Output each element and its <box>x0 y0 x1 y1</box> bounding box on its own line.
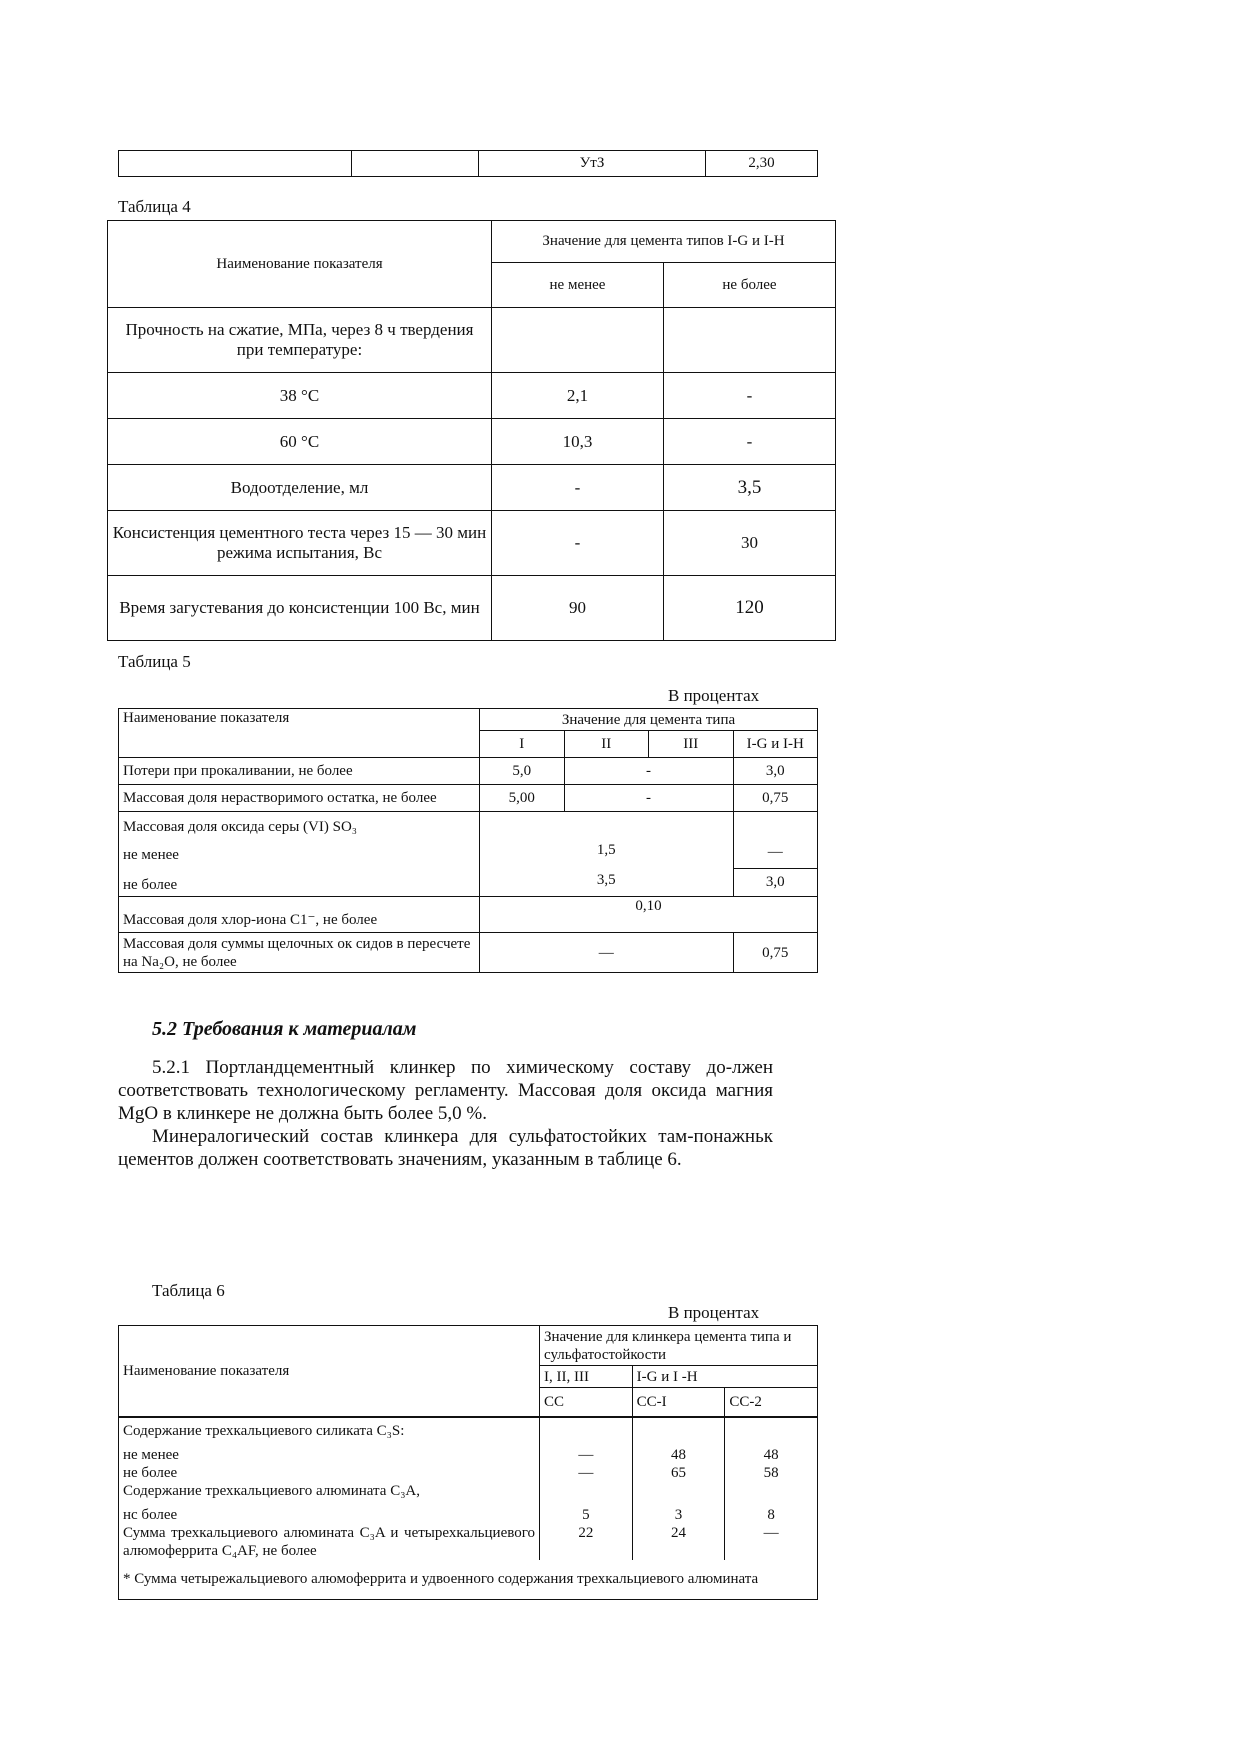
row-name: Водоотделение, мл <box>108 465 492 511</box>
cell: 0,10 <box>480 897 818 933</box>
cell: 5,0 <box>480 758 565 785</box>
group-header: I, II, III <box>540 1366 633 1388</box>
row-name: Содержание трехкальциевого алюмината C₃A, <box>123 1482 421 1499</box>
row-max <box>664 308 836 373</box>
table-row <box>119 758 818 785</box>
cell: 48 <box>763 1446 779 1463</box>
row-min: 10,3 <box>492 419 664 465</box>
type-header: II <box>564 731 649 758</box>
row-name: Время загустевания до консистенции 100 Вс, мин <box>108 576 492 641</box>
cell: 65 <box>670 1464 686 1481</box>
cell: 3,0 <box>733 758 818 785</box>
cell: 24 <box>670 1524 686 1541</box>
row-sublabel: не более <box>123 877 178 893</box>
row-sublabel: нс более <box>123 1506 178 1523</box>
row-max: 30 <box>664 511 836 576</box>
row-name: Содержание трехкальциевого силиката C₃S: <box>123 1422 405 1439</box>
type-header: I <box>480 731 565 758</box>
section-body <box>118 1056 773 1171</box>
table5 <box>118 708 818 973</box>
header-name: Наименование показателя <box>119 709 480 758</box>
paragraph: Минералогический состав клинкера для сульфатостойких там-понажньк цементов должен соответствовать значениям, указанным в таблице 6. <box>118 1126 773 1170</box>
cell: 3,0 <box>733 868 818 896</box>
row-min: - <box>492 465 664 511</box>
table-row <box>119 812 818 869</box>
table-row <box>108 308 836 373</box>
row-min: 90 <box>492 576 664 641</box>
table5-units: В процентах <box>668 686 760 705</box>
table-cell <box>352 151 479 177</box>
cell: 3,5 <box>596 872 616 888</box>
cell: 48 <box>670 1446 686 1463</box>
table-row <box>119 933 818 973</box>
type-header: I-G и I-H <box>733 731 818 758</box>
table-row <box>108 373 836 419</box>
row-max: 120 <box>664 576 836 641</box>
cell: 1,5 <box>596 842 616 858</box>
table-row <box>108 465 836 511</box>
table-cell: УтЗ <box>479 151 706 177</box>
header-max: не более <box>664 263 836 308</box>
table5-caption: Таблица 5 <box>118 652 191 671</box>
paragraph: 5.2.1 Портландцементный клинкер по химическому составу до-лжен соответствовать технологическому регламенту. Массовая доля оксида магния MgO в клинкере не должна быть более 5,0 %. <box>118 1057 773 1124</box>
table-row <box>119 151 818 177</box>
table-row <box>119 897 818 933</box>
table-row <box>108 511 836 576</box>
row-name: Массовая доля нерастворимого остатка, не более <box>119 785 480 812</box>
cell: — <box>733 812 818 869</box>
row-min: 2,1 <box>492 373 664 419</box>
cell: 8 <box>767 1506 775 1523</box>
row-sublabel: не более <box>123 1464 178 1481</box>
cell: 58 <box>763 1464 779 1481</box>
row-sublabel: не менее <box>123 1446 179 1463</box>
table-footnote: * Сумма четырежальциевого алюмоферрита и удвоенного содержания трехкальциевого алюмината <box>119 1560 818 1600</box>
table-cell: 2,30 <box>706 151 818 177</box>
row-name: 38 °С <box>108 373 492 419</box>
row-max: 3,5 <box>664 465 836 511</box>
row-name: Сумма трехкальциевого алюмината C₃A и четырехкальциевого алюмоферрита C₄AF, не более <box>123 1524 535 1559</box>
table6 <box>118 1325 818 1600</box>
cell: 5 <box>582 1506 590 1523</box>
row-name: Прочность на сжатие, МПа, через 8 ч твердения при температуре: <box>108 308 492 373</box>
row-sublabel: не менее <box>123 847 179 863</box>
group-header: I-G и I -H <box>632 1366 817 1388</box>
table-cell <box>119 151 352 177</box>
cell: 22 <box>578 1524 594 1541</box>
section-heading: 5.2 Требования к материалам <box>152 1018 417 1040</box>
type-header: III <box>649 731 734 758</box>
row-name: Потери при прокаливании, не более <box>119 758 480 785</box>
row-max: - <box>664 419 836 465</box>
row-max: - <box>664 373 836 419</box>
row-name: Массовая доля суммы щелочных ок сидов в пересчете на Na₂O, не более <box>119 933 480 973</box>
header-value: Значение для клинкера цемента типа и сульфатостойкости <box>540 1326 818 1366</box>
table4 <box>107 220 836 641</box>
table6-units: В процентах <box>668 1303 760 1322</box>
cell: - <box>564 758 733 785</box>
row-name: Консистенция цементного теста через 15 — 30 мин режима испытания, Вс <box>108 511 492 576</box>
sub-header: СС <box>540 1388 633 1417</box>
row-name: Массовая доля оксида серы (VI) SO₃ <box>123 819 358 835</box>
header-value: Значение для цемента типа <box>480 709 818 731</box>
table6-caption: Таблица 6 <box>152 1281 225 1300</box>
cell: — <box>763 1524 779 1541</box>
top-table-fragment <box>118 150 818 177</box>
cell: - <box>564 785 733 812</box>
row-min: - <box>492 511 664 576</box>
table-row <box>108 576 836 641</box>
cell: 3 <box>674 1506 683 1523</box>
table-row <box>119 785 818 812</box>
row-name: Массовая доля хлор-иона С1⁻, не более <box>119 897 480 933</box>
row-min <box>492 308 664 373</box>
cell: — <box>480 933 734 973</box>
cell: — <box>578 1464 594 1481</box>
table4-caption: Таблица 4 <box>118 197 191 216</box>
header-name: Наименование показателя <box>119 1326 540 1417</box>
table-body-row <box>119 1417 818 1560</box>
cell: — <box>578 1446 594 1463</box>
table-row <box>108 419 836 465</box>
row-name: 60 °С <box>108 419 492 465</box>
cell: 0,75 <box>733 785 818 812</box>
cell: 5,00 <box>480 785 565 812</box>
cell: 0,75 <box>733 933 818 973</box>
sub-header: СС-I <box>632 1388 725 1417</box>
header-min: не менее <box>492 263 664 308</box>
header-value: Значение для цемента типов I-G и I-H <box>492 221 836 263</box>
header-name: Наименование показателя <box>108 221 492 308</box>
sub-header: СС-2 <box>725 1388 818 1417</box>
